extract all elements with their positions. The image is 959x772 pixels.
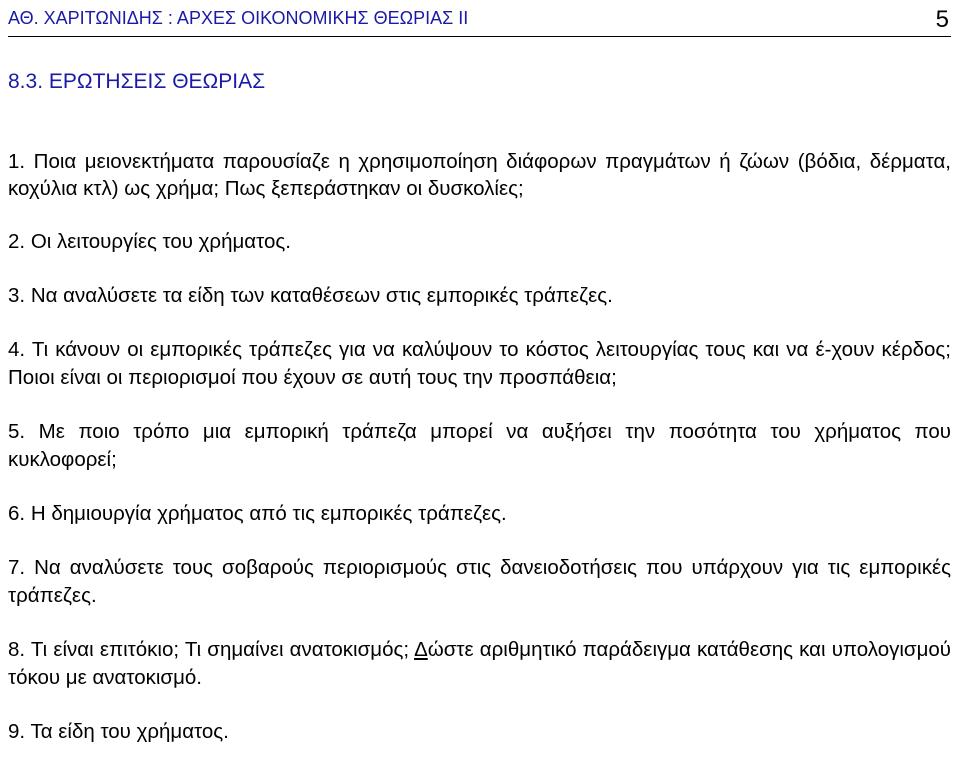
section-title: 8.3. ΕΡΩΤΗΣΕΙΣ ΘΕΩΡΙΑΣ [8, 70, 266, 93]
page-header [8, 4, 951, 37]
question-item [8, 282, 951, 310]
question-text: Η δημιουργία χρήματος από τις εμπορικές τράπεζες. [30, 502, 507, 525]
question-number: 4. [8, 338, 26, 361]
questions-list [8, 148, 951, 772]
question-text-part: ώστε αριθμητικό παράδειγμα κατάθεσης και υπολογισμού τόκου με ανατοκισμό. [8, 638, 952, 689]
question-number: 2. [8, 230, 26, 253]
page-number: 5 [935, 6, 949, 33]
question-number: 3. [8, 284, 26, 307]
question-item [8, 336, 951, 392]
question-text: Τα είδη του χρήματος. [30, 720, 229, 743]
question-text: Να αναλύσετε τα είδη των καταθέσεων στις εμπορικές τράπεζες. [30, 284, 613, 307]
question-item [8, 554, 951, 610]
question-number: 7. [8, 556, 26, 579]
question-text: Οι λειτουργίες του χρήματος. [30, 230, 291, 253]
question-number: 5. [8, 420, 26, 443]
question-number: 1. [8, 150, 26, 173]
question-item [8, 718, 951, 746]
question-number: 8. [8, 638, 26, 661]
question-item [8, 228, 951, 256]
question-item [8, 418, 951, 474]
question-item [8, 148, 951, 202]
question-text-underlined: Δ [414, 638, 428, 661]
header-title: ΑΘ. ΧΑΡΙΤΩΝΙΔΗΣ : ΑΡΧΕΣ ΟΙΚΟΝΟΜΙΚΗΣ ΘΕΩΡΙΑΣ II [8, 8, 469, 28]
question-item [8, 500, 951, 528]
question-number: 9. [8, 720, 26, 743]
question-text: Ποια μειονεκτήματα παρουσίαζε η χρησιμοποίηση διάφορων πραγμάτων ή ζώων (βόδια, δέρματα, κοχύλια κτλ) ως χρήμα; Πως ξεπεράστηκαν οι δυσκολίες; [8, 150, 951, 200]
question-item [8, 636, 951, 692]
question-text: Με ποιο τρόπο μια εμπορική τράπεζα μπορεί να αυξήσει την ποσότητα του χρήματος που κυκλοφορεί; [8, 420, 951, 471]
question-text-part: Τι είναι επιτόκιο; Τι σημαίνει ανατοκισμός; [30, 638, 415, 661]
question-text: Να αναλύσετε τους σοβαρούς περιορισμούς στις δανειοδοτήσεις που υπάρχουν για τις εμπορικές τράπεζες. [8, 556, 951, 607]
question-text: Τι κάνουν οι εμπορικές τράπεζες για να καλύψουν το κόστος λειτουργίας τους και να έ-χουν κέρδος; Ποιοι είναι οι περιορισμοί που έχουν σε αυτή τους την προσπάθεια; [8, 338, 951, 389]
question-number: 6. [8, 502, 26, 525]
